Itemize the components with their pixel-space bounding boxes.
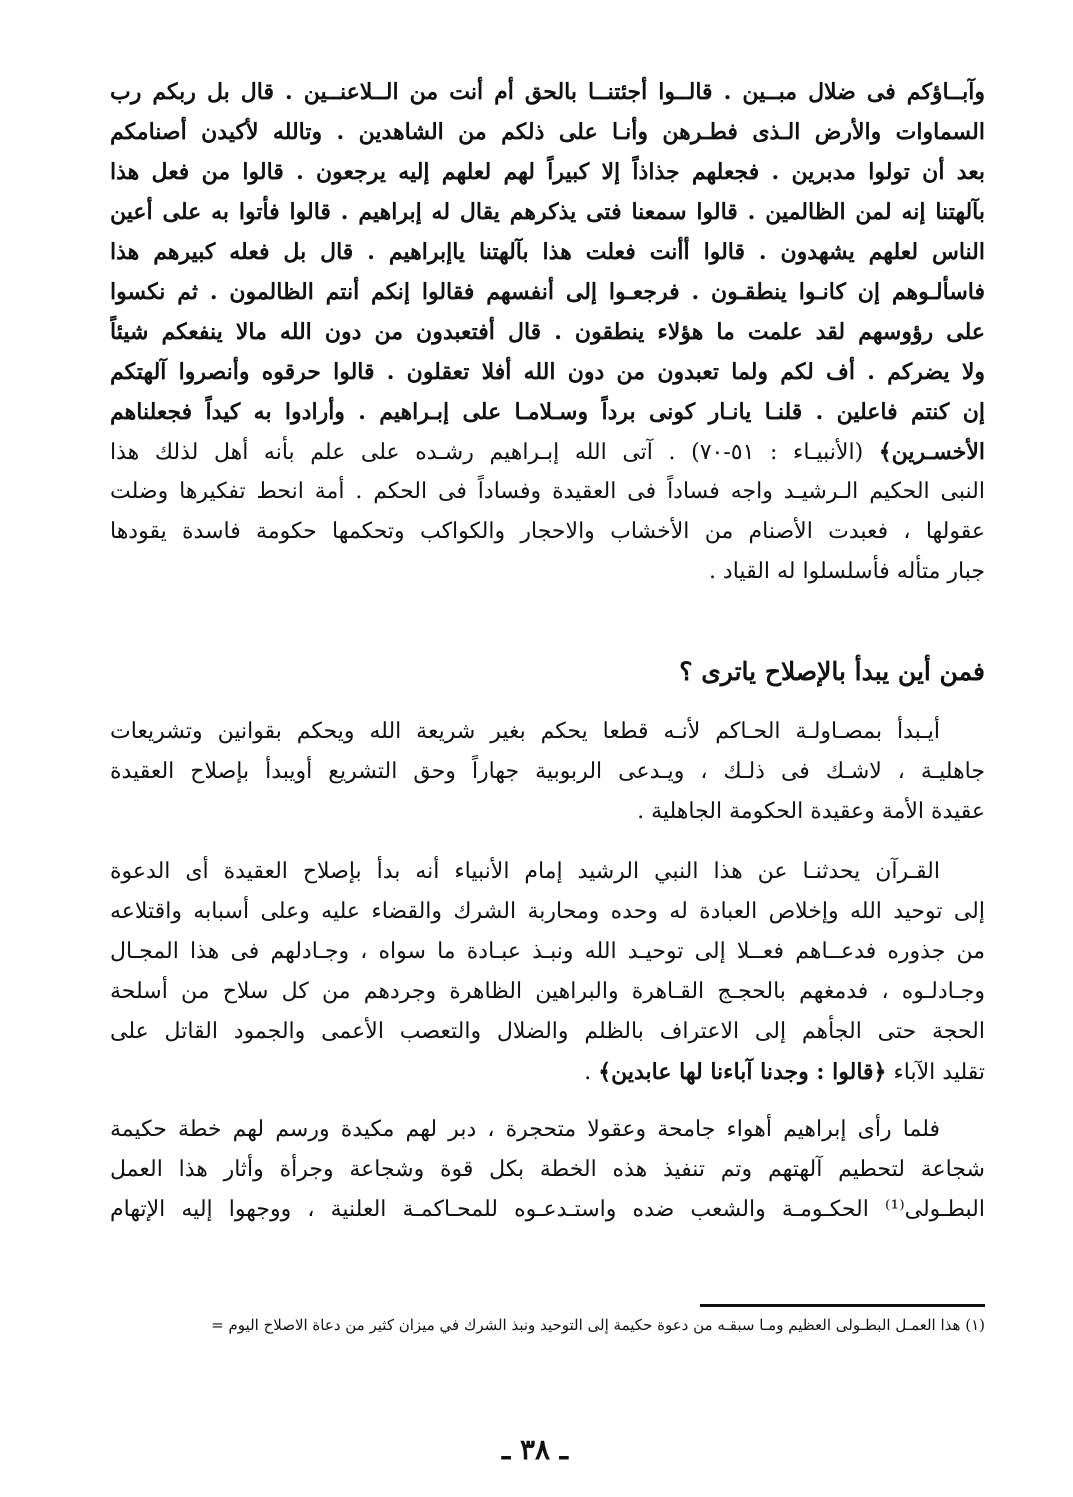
text-line: شجاعة لتحطيم آلهتهم وتم تنفيذ هذه الخطة بكل قوة وشجاعة وجرأة وأثار هذا العمل xyxy=(110,1157,985,1182)
section-heading: فمن أين يبدأ بالإصلاح ياترى ؟ xyxy=(679,657,985,686)
text-line: وآبــاؤكم فى ضلال مبــين . قالــوا أجئتنــا بالحق أم أنت من الــلاعنــين . قال بل ربكم رب xyxy=(110,79,985,105)
text-line: النبى الحكيم الـرشيـد واجه فساداً فى العقيدة وفساداً فى الحكم . أمة انحط تفكيرها وضلت xyxy=(110,479,985,504)
text-line: على رؤوسهم لقد علمت ما هؤلاء ينطقون . قال أفتعبدون من دون الله مالا ينفعكم شيئاً xyxy=(110,319,985,345)
text-line: القـرآن يحدثنـا عن هذا النبي الرشيد إمام الأنبياء أنه بدأ بإصلاح العقيدة أى الدعوة xyxy=(110,859,940,884)
text-line: فلما رأى إبراهيم أهواء جامحة وعقولا متحجرة ، دبر لهم مكيدة ورسم لهم خطة حكيمة xyxy=(110,1117,940,1142)
text-line: عقولها ، فعبدت الأصنام من الأخشاب والاحجار والكواكب وتحكمها حكومة فاسدة يقودها xyxy=(110,519,985,544)
text-line: جبار متأله فأسلسلوا له القياد . xyxy=(708,559,985,584)
text-line: وجـادلـوه ، فدمغهم بالحجـج القـاهرة والبراهين الظاهرة وجردهم من كل سلاح من أسلحة xyxy=(110,979,985,1004)
text-line: بآلهتنا إنه لمن الظالمين . قالوا سمعنا فتى يذكرهم يقال له إبراهيم . قالوا فأتوا به على أعين xyxy=(110,199,985,225)
page-number: ـ ٣٨ ـ xyxy=(502,1433,568,1466)
footnote-divider xyxy=(700,1304,985,1307)
text-line: عقيدة الأمة وعقيدة الحكومة الجاهلية . xyxy=(637,799,985,824)
quote-end-bold: الأخسـرين﴾ xyxy=(878,439,985,465)
text-line: إن كنتم فاعلين . قلنـا يانـار كونى برداً وسـلامـا على إبـراهيم . وأرادوا به كيداً فجعلناهم xyxy=(110,399,985,425)
text-fragment: . xyxy=(584,1060,599,1085)
quran-citation: ﴿قالوا : وجدنا آباءنا لها عابدين﴾ xyxy=(598,1059,887,1085)
text-line: إلى توحيد الله وإخلاص العبادة له وحده ومحاربة الشرك والقضاء عليه وعلى أسبابه واقتلاعه xyxy=(110,899,985,924)
text-line: الناس لعلهم يشهدون . قالوا أأنت فعلت هذا بآلهتنا ياإبراهيم . قال بل فعله كبيرهم هذا xyxy=(110,239,985,265)
quran-quote-block xyxy=(110,72,985,592)
text-fragment: تقليد الآباء xyxy=(886,1060,985,1085)
text-line xyxy=(110,432,985,472)
text-line xyxy=(110,1052,985,1092)
text-line: السماوات والأرض الـذى فطـرهن وأنـا على ذلكم من الشاهدين . وتالله لأكيدن أصنامكم xyxy=(110,119,985,145)
text-line: الحجة حتى الجأهم إلى الاعتراف بالظلم والضلال والتعصب الأعمى والجمود القاتل على xyxy=(110,1019,985,1044)
quote-reference: (الأنبيـاء : ٥١-٧٠) . آتى الله إبـراهيم رشـده على علم بأنه أهل لذلك هذا xyxy=(110,440,879,465)
paragraph-1 xyxy=(110,712,985,832)
text-line: أيـبدأ بمصـاولـة الحـاكم لأنـه قطعا يحكم بغير شريعة الله ويحكم بقوانين وتشريعات xyxy=(110,719,940,744)
text-line: البطـولى⁽¹⁾ الحكـومـة والشعب ضده واستـدعـوه للمحـاكمـة العلنية ، ووجهوا إليه الإتهام xyxy=(110,1197,985,1222)
text-line: جاهليـة ، لاشـك فى ذلـك ، ويـدعى الربوبية جهاراً وحق التشريع أويبدأ بإصلاح العقيدة xyxy=(110,759,985,784)
text-line: ولا يضركم . أف لكم ولما تعبدون من دون الله أفلا تعقلون . قالوا حرقوه وأنصروا آلهتكم xyxy=(110,359,985,385)
paragraph-3 xyxy=(110,1110,985,1230)
paragraph-2 xyxy=(110,852,985,1092)
text-line: فاسألـوهم إن كانـوا ينطقـون . فرجعـوا إلى أنفسهم فقالوا إنكم أنتم الظالمون . ثم نكسوا xyxy=(110,279,985,305)
text-line: من جذوره فدعــاهم فعــلا إلى توحيـد الله ونبـذ عبـادة ما سواه ، وجـادلهم فى هذا المجـال xyxy=(110,939,985,964)
footnote: (١) هذا العمـل البطـولى العظيم ومـا سبقـه من دعوة حكيمة إلى التوحيد ونبذ الشرك في ميزان كثير من دعاة الاصلاح اليوم = xyxy=(211,1316,985,1334)
text-line: بعد أن تولوا مدبرين . فجعلهم جذاذاً إلا كبيراً لهم لعلهم إليه يرجعون . قالوا من فعل هذا xyxy=(110,159,985,185)
